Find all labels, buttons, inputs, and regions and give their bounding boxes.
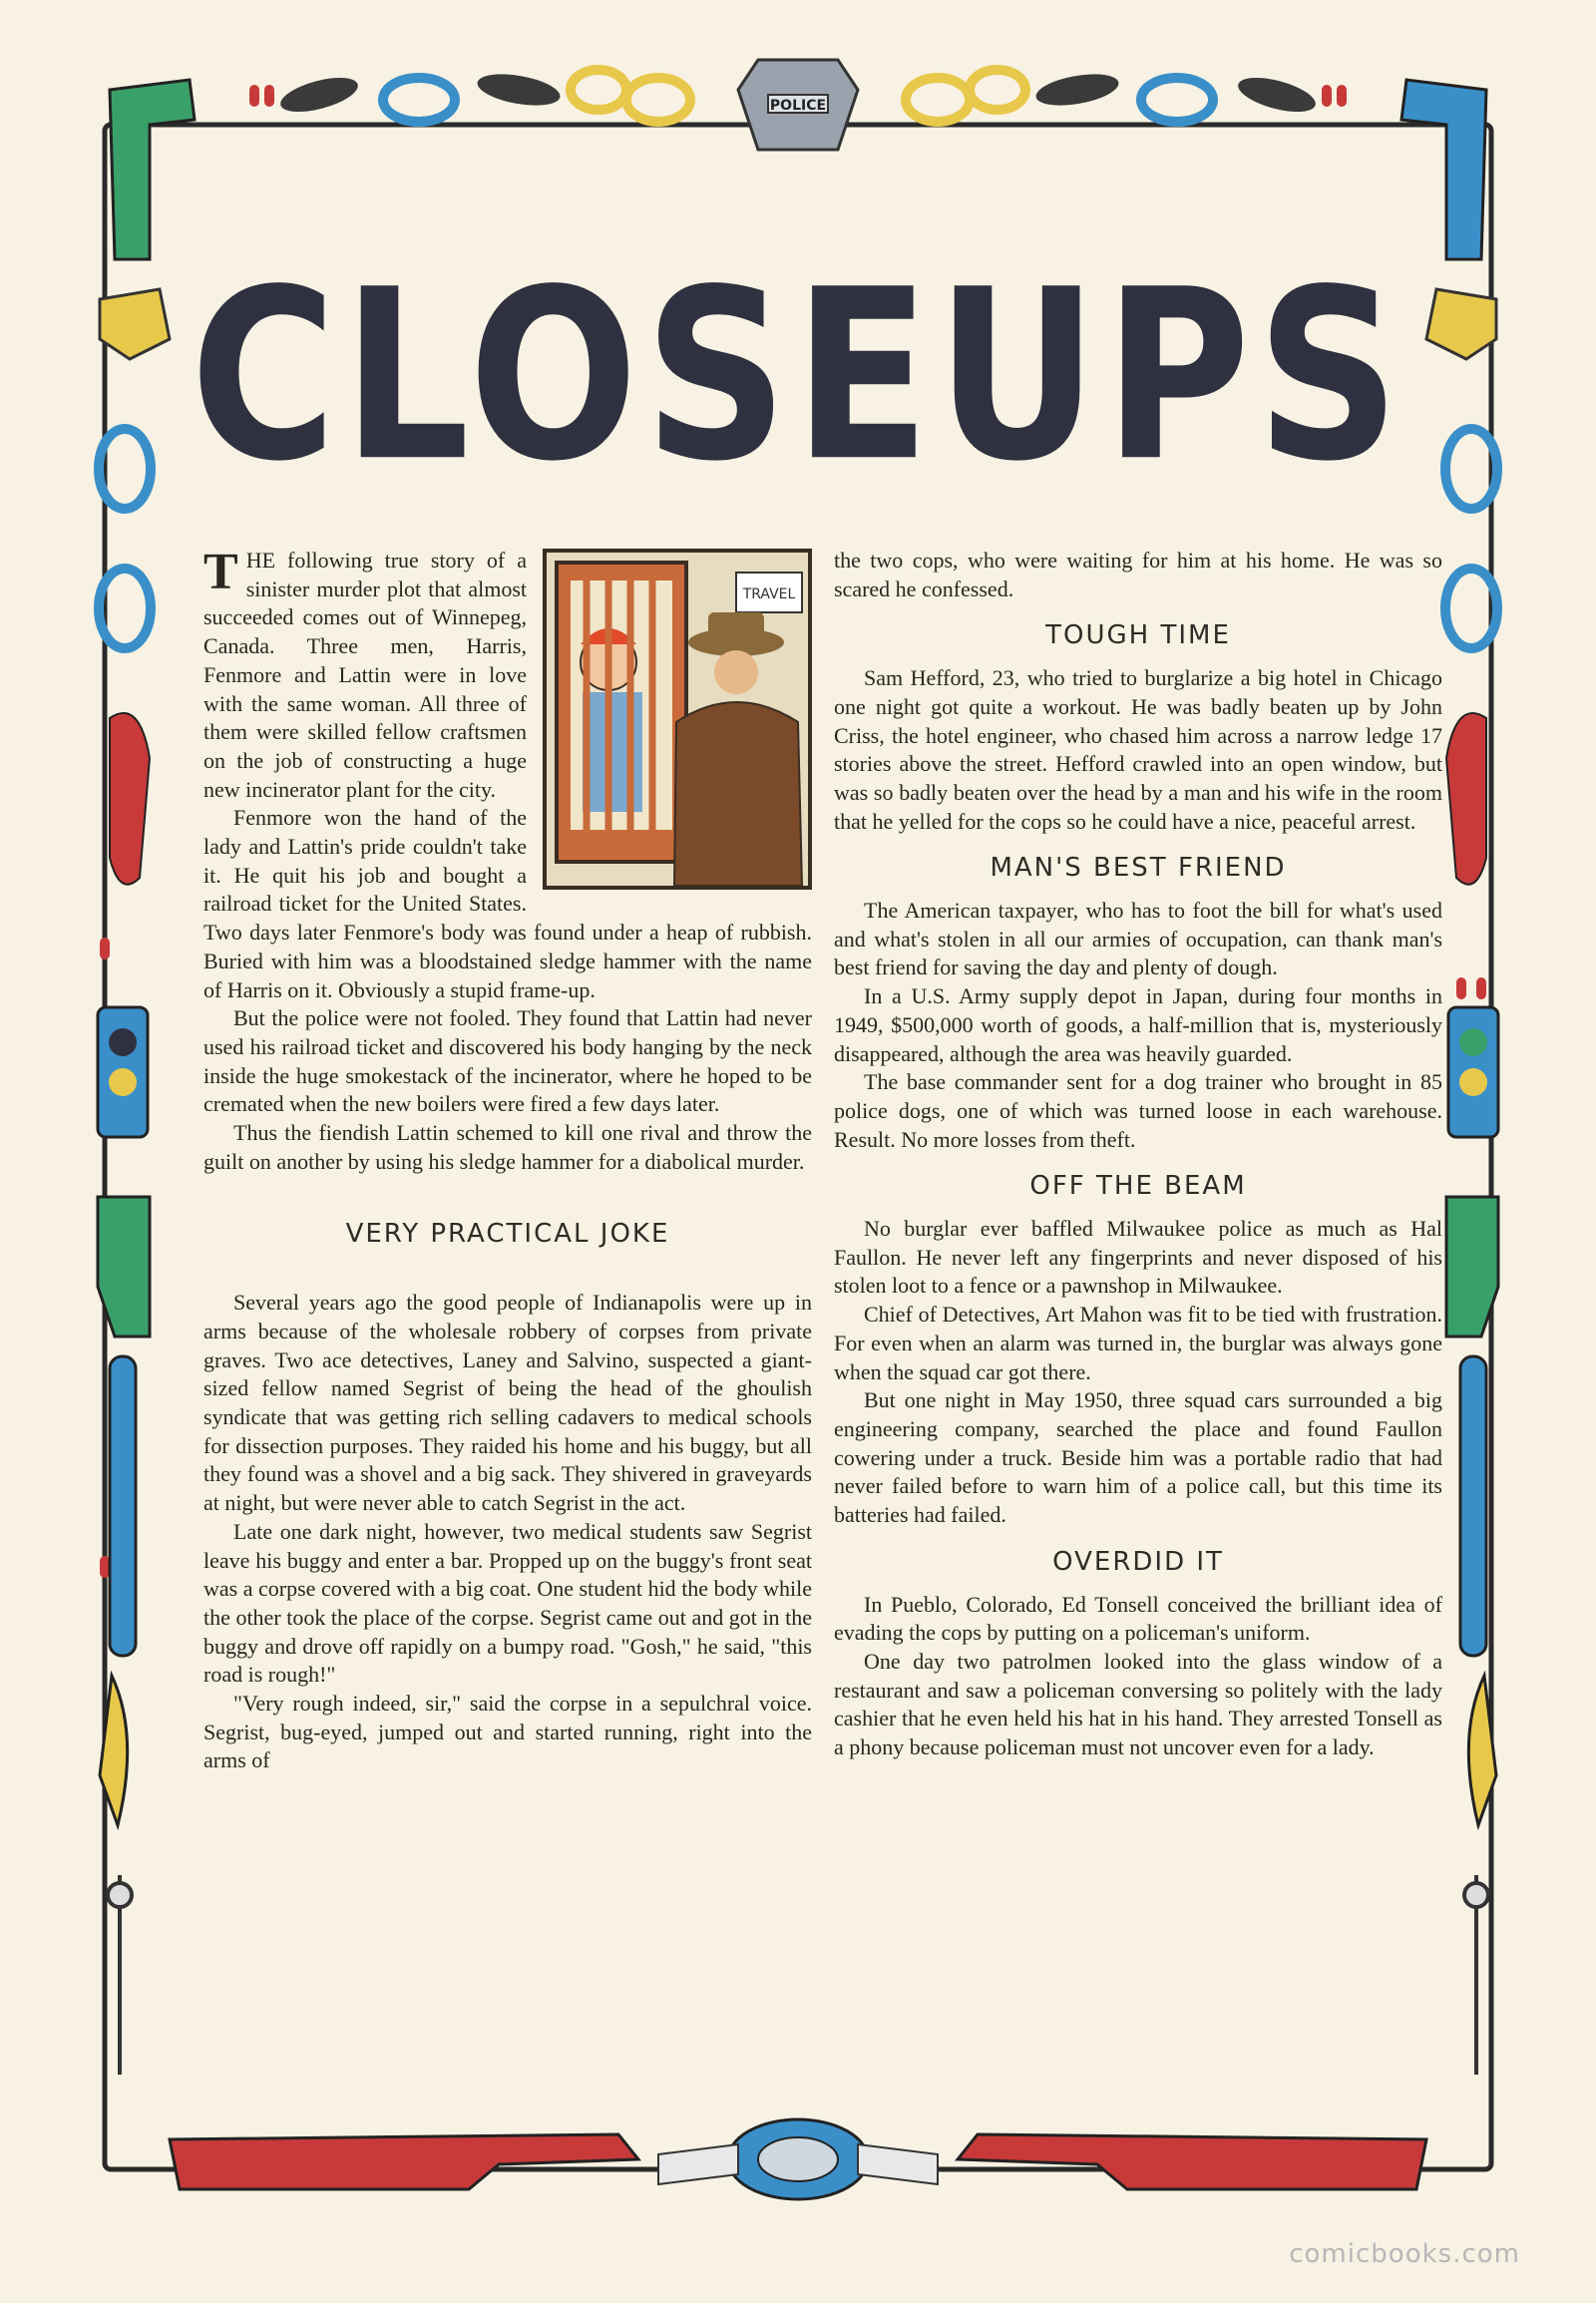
site-credit: comicbooks.com	[1289, 2239, 1520, 2269]
paragraph: Chief of Detectives, Art Mahon was fit to be tied with frustration. For even when an alarm was turned in, the burglar was always gone when the squad car got there.	[834, 1302, 1442, 1384]
section-heading: MAN'S BEST FRIEND	[990, 853, 1287, 884]
paragraph: "Very rough indeed, sir," said the corpse in a sepulchral voice. Segrist, bug-eyed, jumped out and started running, right into the arms of	[203, 1691, 812, 1773]
page-title: CLOSEUPS	[190, 238, 1406, 514]
paragraph: The American taxpayer, who has to foot the bill for what's used and what's stolen in all our armies of occupation, can thank man's best friend for saving the day and plenty of dough.	[834, 898, 1442, 980]
section-heading: TOUGH TIME	[1045, 620, 1231, 651]
section-heading: OVERDID IT	[1052, 1546, 1224, 1577]
street-lamp-icon	[108, 1875, 1488, 2075]
paragraph: Several years ago the good people of Indianapolis were up in arms because of the wholesale robbery of corpses from private graves. Two ace detectives, Laney and Salvino, suspected a giant-sized fellow named Segrist of being the head of the ghoulish syndicate that was getting rich selling cadavers to medical schools for dissection purposes. They raided his home and his buggy, but all they found was a shovel and a big sack. They shivered in graveyards at night, but were never able to catch Segrist in the act.	[203, 1290, 812, 1516]
paragraph: No burglar ever baffled Milwaukee police as much as Hal Faullon. He never left any fingerprints and never disposed of his stolen loot to a fence or a pawnshop in Milwaukee.	[834, 1216, 1442, 1299]
paragraph: the two cops, who were waiting for him at his home. He was so scared he confessed.	[834, 548, 1442, 601]
paragraph: In Pueblo, Colorado, Ed Tonsell conceived the brilliant idea of evading the cops by putting on a policeman's uniform.	[834, 1591, 1442, 1646]
travel-sign: TRAVEL	[742, 586, 796, 602]
section-heading: VERY PRACTICAL JOKE	[345, 1219, 670, 1250]
paragraph: The base commander sent for a dog trainer who brought in 85 police dogs, one of which was turned loose in each warehouse. Result. No more losses from theft.	[834, 1069, 1442, 1152]
bottom-badge-icon	[658, 2119, 938, 2199]
right-column	[834, 547, 1442, 1762]
paragraph: Thus the fiendish Lattin schemed to kill one rival and throw the guilt on another by using his sledge hammer for a diabolical murder.	[203, 1120, 812, 1174]
paragraph: But the police were not fooled. They found that Lattin had never used his railroad ticket and discovered his body hanging by the neck inside the huge smokestack of the incinerator, where he hoped to be cremated when the new boilers were fired a few days later.	[203, 1005, 812, 1117]
paragraph: Fenmore won the hand of the lady and Lattin's pride couldn't take it. He quit his job and bought a railroad ticket for the United States. Two days later Fenmore's body was found under a heap of rubbish. Buried with him was a bloodstained sledge hammer with the name of Harris on it. Obviously a stupid frame-up.	[203, 805, 812, 1002]
intro-paragraph: HE following true story of a sinister murder plot that almost succeeded comes out of Winnepeg, Canada. Three men, Harris, Fenmore and Lattin were in love with the same woman. All three of them were skilled fellow craftsmen on the job of constructing a huge new incinerator plant for the city.	[203, 548, 527, 802]
badge-text: POLICE	[769, 98, 827, 114]
left-column	[203, 544, 812, 1775]
illustration	[543, 549, 812, 890]
section-heading: OFF THE BEAM	[1029, 1171, 1247, 1202]
paragraph: Late one dark night, however, two medical students saw Segrist leave his buggy and enter a bar. Propped up on the buggy's front seat was a corpse covered with a big coat. One student hid the body while the other took the place of the corpse. Segrist came out and got in the buggy and drove off rapidly on a bumpy road. "Gosh," he said, "this road is rough!"	[203, 1518, 812, 1688]
paragraph: Sam Hefford, 23, who tried to burglarize a big hotel in Chicago one night got quite a workout. He was badly beaten up by John Criss, the hotel engineer, who chased him across a narrow ledge 17 stories above the street. Hefford crawled into an open window, but was so badly beaten over the head by a man and his wife in the room that he yelled for the cops so he could have a nice, peaceful arrest.	[834, 665, 1442, 834]
paragraph: In a U.S. Army supply depot in Japan, during four months in 1949, $500,000 worth of goods, a half-million that is, mysteriously disappeared, although the area was heavily guarded.	[834, 983, 1442, 1066]
drop-cap: T	[203, 544, 238, 600]
jail-scene-image	[547, 553, 808, 886]
paragraph: But one night in May 1950, three squad cars surrounded a big engineering company, searched the place and found Faullon cowering under a truck. Beside him was a portable radio that had never failed before to warn him of a police call, but this time its batteries had failed.	[834, 1387, 1442, 1528]
paragraph: One day two patrolmen looked into the glass window of a restaurant and saw a policeman conversing so politely with the lady cashier that he even held his hat in his hand. They arrested Tonsell as a phony because policeman must not uncover even for a lady.	[834, 1648, 1442, 1760]
